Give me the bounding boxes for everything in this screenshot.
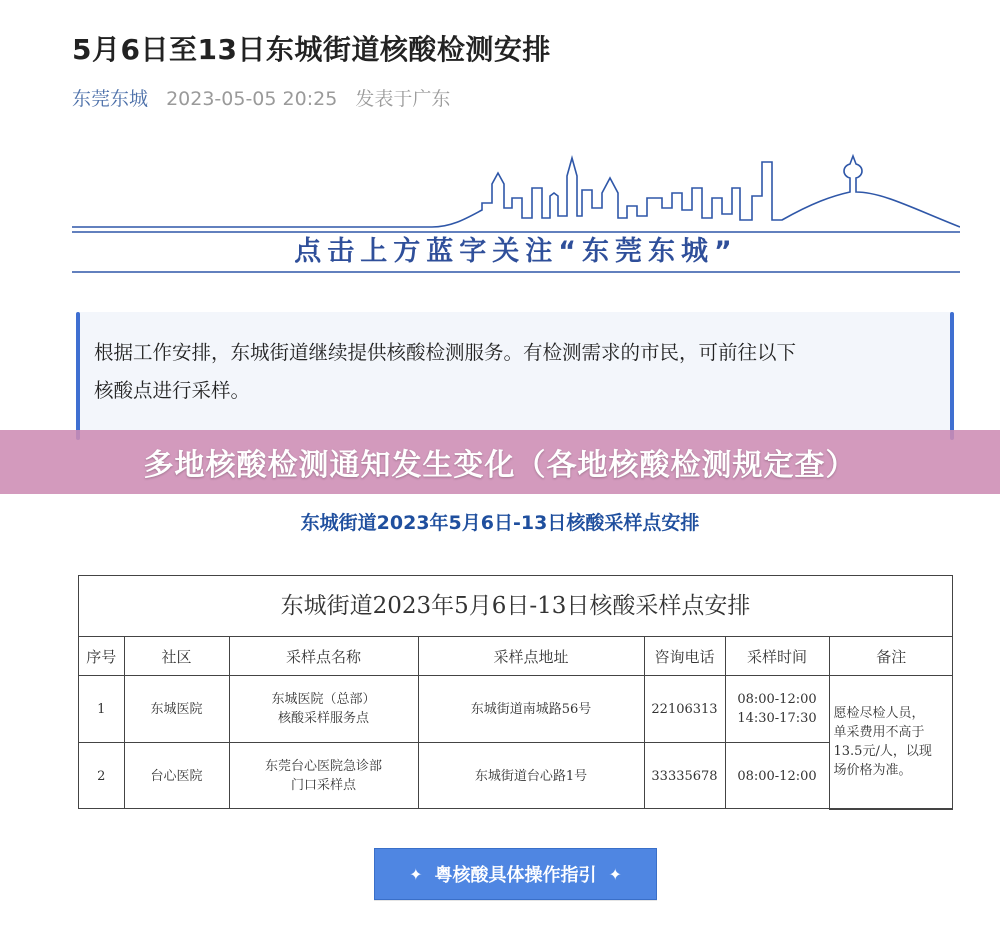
overlay-text: 多地核酸检测通知发生变化（各地核酸检测规定查） (143, 448, 857, 483)
table-caption: 东城街道2023年5月6日-13日核酸采样点安排 (79, 576, 952, 637)
col-header-community: 社区 (124, 637, 229, 676)
intro-accent-left (76, 312, 80, 440)
publish-location: 发表于广东 (355, 88, 451, 110)
cell-time (725, 676, 829, 743)
schedule-table (78, 575, 953, 809)
banner-text: 点击上方蓝字关注“东莞东城” (294, 236, 738, 267)
cell-site (229, 676, 418, 743)
cell-address: 东城街道南城路56号 (418, 676, 644, 743)
cell-time-line-2: 14:30-17:30 (737, 711, 817, 726)
cell-time-line-1: 08:00-12:00 (737, 692, 817, 707)
cell-no: 1 (79, 676, 124, 743)
publish-time: 2023-05-05 20:25 (166, 88, 338, 110)
article-meta (72, 84, 450, 111)
cell-phone[interactable]: 33335678 (644, 743, 725, 810)
cell-phone[interactable]: 22106313 (644, 676, 725, 743)
col-header-time: 采样时间 (725, 637, 829, 676)
cell-note (829, 676, 953, 810)
intro-line-2: 核酸点进行采样。 (94, 379, 251, 402)
cell-community: 台心医院 (124, 743, 229, 810)
col-header-phone: 咨询电话 (644, 637, 725, 676)
intro-accent-right (950, 312, 954, 440)
table-row (79, 743, 953, 810)
intro-box (78, 312, 952, 440)
author-link[interactable]: 东莞东城 (72, 88, 149, 110)
follow-banner[interactable] (72, 148, 960, 276)
col-header-address: 采样点地址 (418, 637, 644, 676)
cell-site-line-1: 东城医院（总部） (271, 692, 376, 707)
guide-button-label: 粤核酸具体操作指引 (434, 865, 597, 886)
overlay-caption (0, 430, 1000, 494)
note-line-1: 愿检尽检人员， (833, 706, 925, 722)
cell-address: 东城街道台心路1号 (418, 743, 644, 810)
note-line-4: 场价格为准。 (833, 763, 912, 779)
table-row (79, 676, 953, 743)
cell-site-line-2: 门口采样点 (290, 778, 356, 793)
cell-no: 2 (79, 743, 124, 810)
col-header-no: 序号 (79, 637, 124, 676)
operation-guide-button[interactable] (374, 848, 657, 900)
cell-site (229, 743, 418, 810)
note-line-3: 13.5元/人，以现 (833, 744, 932, 760)
sparkle-icon: ✦ (608, 864, 622, 884)
cell-time: 08:00-12:00 (725, 743, 829, 810)
article-title: 5月6日至13日东城街道核酸检测安排 (72, 33, 551, 66)
cell-site-line-1: 东莞台心医院急诊部 (264, 759, 382, 774)
intro-line-1: 根据工作安排，东城街道继续提供核酸检测服务。有检测需求的市民，可前往以下 (94, 341, 797, 364)
col-header-site: 采样点名称 (229, 637, 418, 676)
city-skyline-icon (72, 156, 960, 227)
table-header-row (79, 637, 953, 676)
intro-text (94, 334, 942, 410)
schedule-heading: 东城街道2023年5月6日-13日核酸采样点安排 (300, 512, 700, 534)
sparkle-icon: ✦ (409, 864, 423, 884)
cell-community: 东城医院 (124, 676, 229, 743)
cell-site-line-2: 核酸采样服务点 (277, 711, 369, 726)
note-line-2: 单采费用不高于 (833, 725, 925, 741)
col-header-note: 备注 (829, 637, 953, 676)
